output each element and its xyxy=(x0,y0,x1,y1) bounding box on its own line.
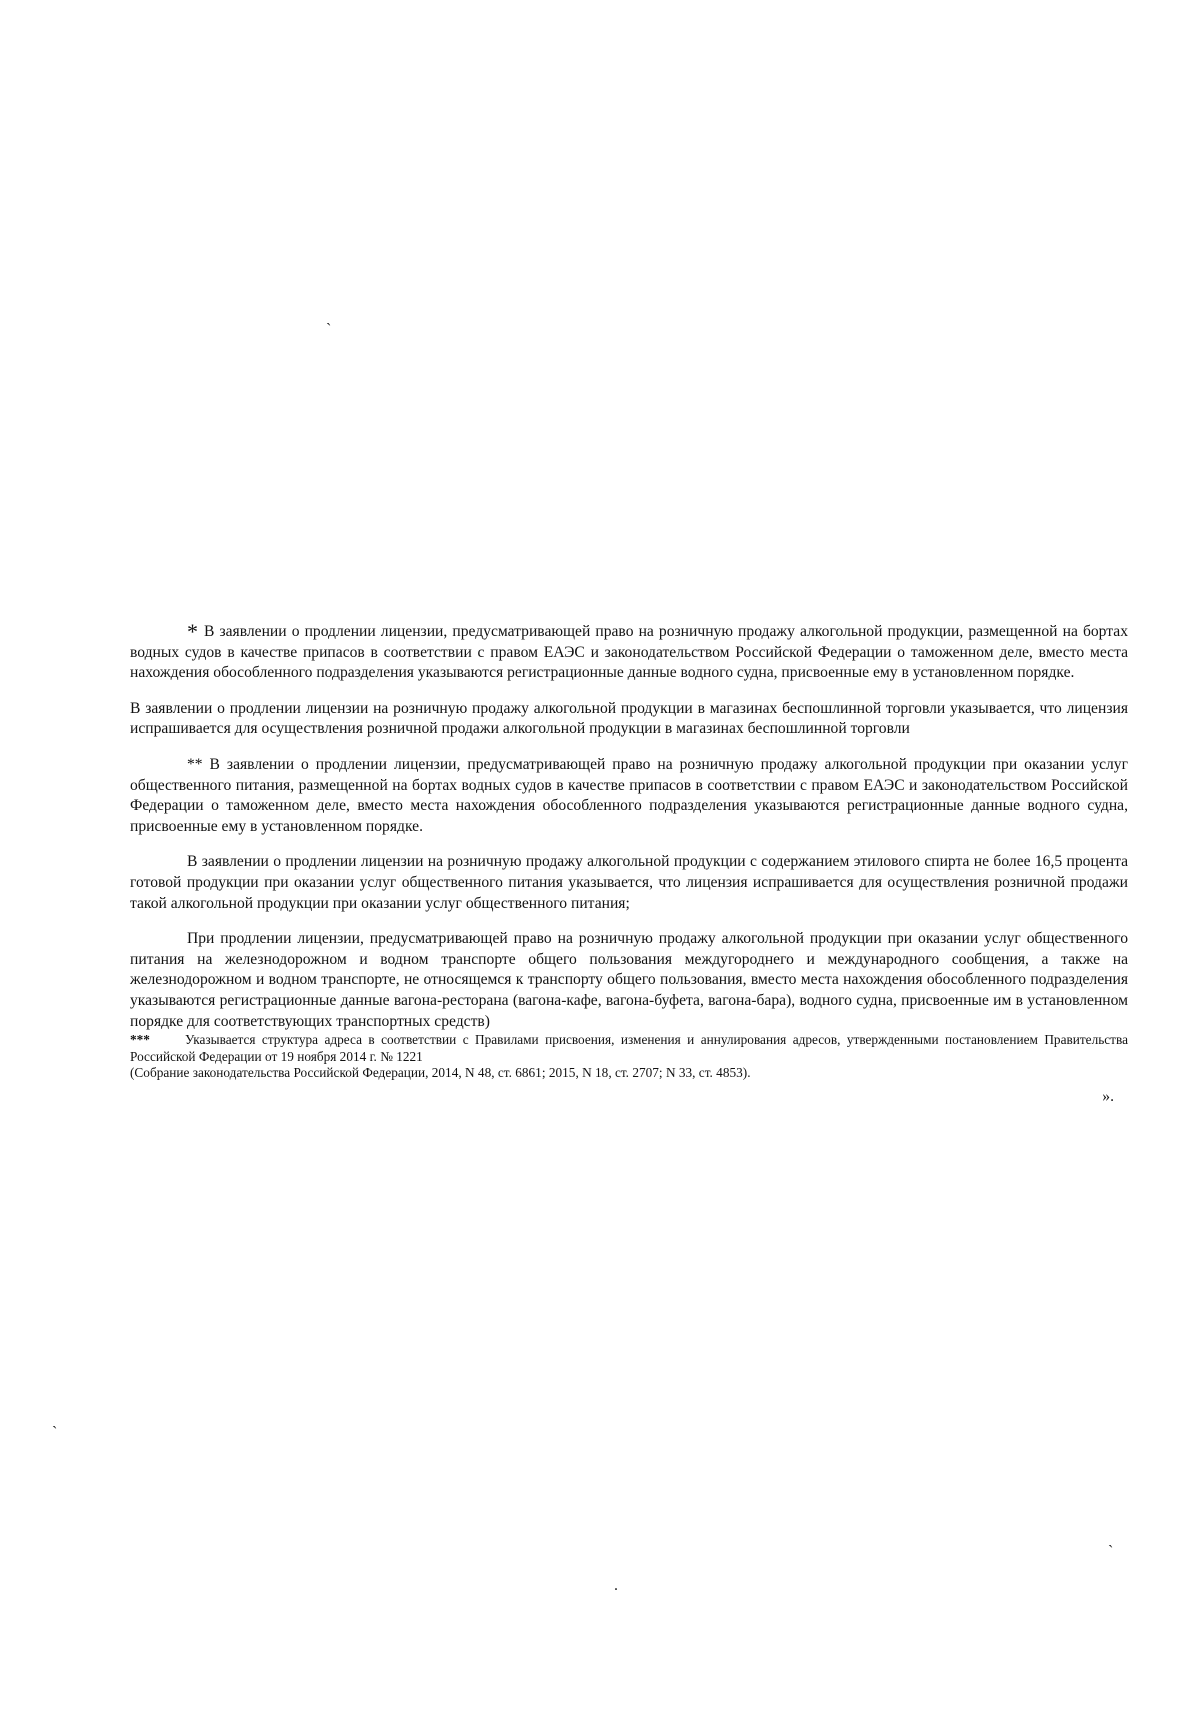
scan-speck: ` xyxy=(52,1424,58,1441)
scan-speck: ` xyxy=(1108,1543,1114,1560)
scan-speck: . xyxy=(614,1577,618,1594)
footnote-2: ** В заявлении о продлении лицензии, предусматривающей право на розничную продажу алкогольной продукции при оказании услуг общественного питания, размещенной на бортах водных судов в качестве припасов в соответствии с правом ЕАЭС и законодательством Российской Федерации о таможенном деле, вместо места нахождения обособленного подразделения указываются регистрационные данные водного судна, присвоенные ему в установленном порядке. xyxy=(130,755,1128,835)
footnote-1-marker: * xyxy=(187,619,198,644)
footnote-1-duty-free: В заявлении о продлении лицензии на розничную продажу алкогольной продукции в магазинах беспошлинной торговли указывается, что лицензия испрашивается для осуществления розничной продажи алкогольной продукции в магазинах беспошлинной торговли xyxy=(130,699,1128,738)
footnote-2-transport: При продлении лицензии, предусматривающей право на розничную продажу алкогольной продукции при оказании услуг общественного питания на железнодорожном и водном транспорте общего пользования междугороднего и международного сообщения, а также на железнодорожном и водном транспорте, не относящемся к транспорту общего пользования, вместо места нахождения обособленного подразделения указываются регистрационные данные вагона-ресторана (вагона-кафе, вагона-буфета, вагона-бара), водного судна, присвоенные им в установленном порядке для соответствующих транспортных средств) xyxy=(130,930,1128,1030)
footnote-3-marker: *** xyxy=(130,1032,150,1048)
scan-speck: ` xyxy=(326,321,332,338)
footnote-1 xyxy=(130,619,1128,684)
footnotes-block xyxy=(130,619,1128,1107)
footnote-2-ethyl-spirit: В заявлении о продлении лицензии на розничную продажу алкогольной продукции с содержанием этилового спирта не более 16,5 процента готовой продукции при оказании услуг общественного питания указывается, что лицензия испрашивается для осуществления розничной продажи такой алкогольной продукции при оказании услуг общественного питания; xyxy=(130,853,1128,912)
footnote-3-source: (Собрание законодательства Российской Федерации, 2014, N 48, ст. 6861; 2015, N 18, ст. 2707; N 33, ст. 4853). xyxy=(130,1065,751,1081)
closing-quote: ». xyxy=(1102,1087,1114,1105)
footnote-3-text: Указывается структура адреса в соответствии с Правилами присвоения, изменения и аннулирования адресов, утвержденными постановлением Правительства Российской Федерации от 19 ноября 2014 г. № 1221 xyxy=(130,1032,1128,1064)
footnote-3 xyxy=(130,1032,1128,1065)
footnote-1-text: В заявлении о продлении лицензии, предусматривающей право на розничную продажу алкогольной продукции, размещенной на бортах водных судов в качестве припасов в соответствии с правом ЕАЭС и законодательством Российской Федерации о таможенном деле, вместо места нахождения обособленного подразделения указываются регистрационные данные водного судна, присвоенные ему в установленном порядке. xyxy=(130,623,1128,682)
